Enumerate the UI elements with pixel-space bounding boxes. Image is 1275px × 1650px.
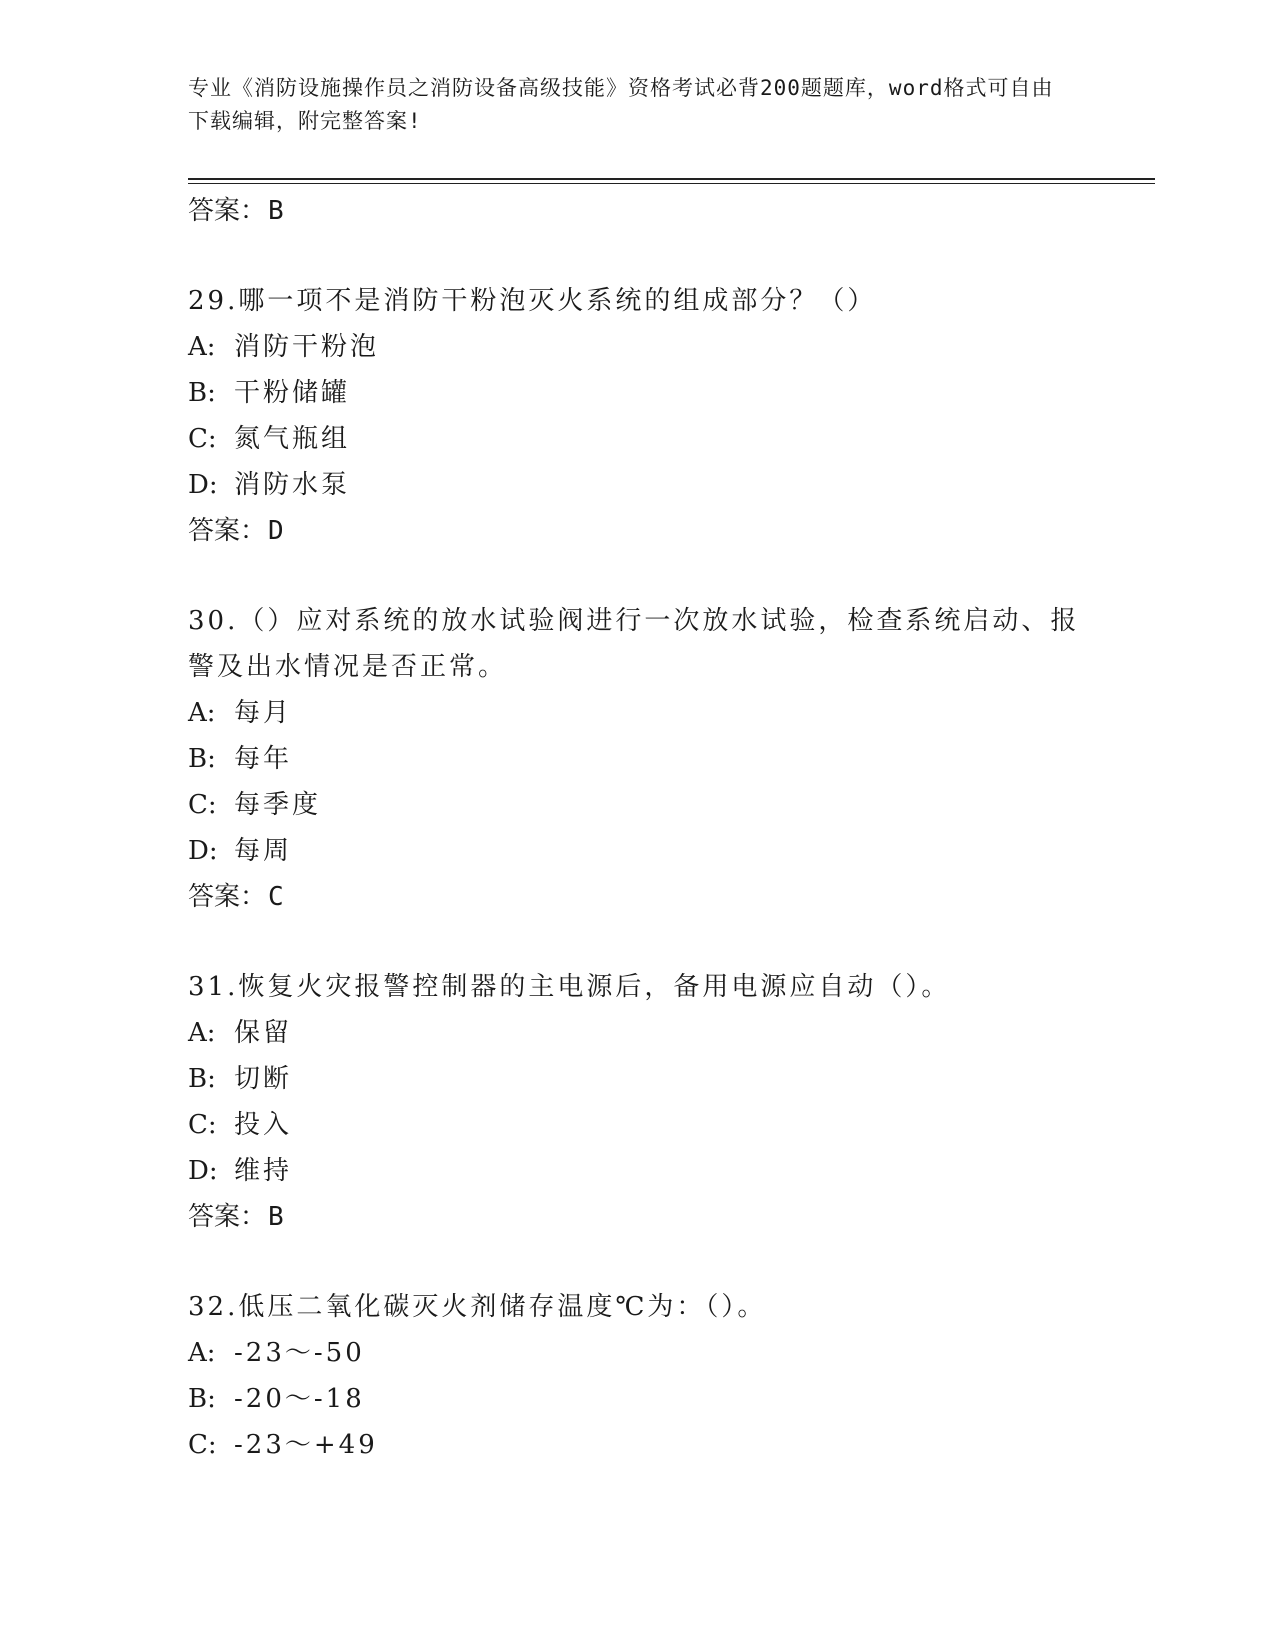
answer-label: 答案： <box>188 516 267 546</box>
option-letter: D: <box>188 470 218 500</box>
option-b <box>188 1056 1088 1102</box>
option-text: 保留 <box>234 1018 293 1048</box>
header-rule-thick <box>188 178 1155 180</box>
option-c <box>188 1422 1088 1468</box>
option-letter: A: <box>188 1018 216 1048</box>
option-d <box>188 462 1088 508</box>
document-header: 专业《消防设施操作员之消防设备高级技能》资格考试必背200题题库，word格式可自由下载编辑，附完整答案! <box>188 76 1054 133</box>
option-b <box>188 736 1088 782</box>
answer-line <box>188 874 1088 920</box>
option-text: 投入 <box>234 1110 293 1140</box>
answer-label: 答案： <box>188 1202 267 1232</box>
answer-line <box>188 188 1088 234</box>
option-letter: C: <box>188 790 217 820</box>
answer-label: 答案： <box>188 882 267 912</box>
option-text: 每年 <box>234 744 293 774</box>
option-a <box>188 1010 1088 1056</box>
option-letter: A: <box>188 332 216 362</box>
option-text: 维持 <box>234 1156 293 1186</box>
option-text: 消防干粉泡 <box>234 332 380 362</box>
question-item <box>188 598 1088 920</box>
option-text: -23～-50 <box>234 1338 365 1368</box>
option-c <box>188 782 1088 828</box>
option-letter: B: <box>188 1384 216 1414</box>
answer-value: B <box>268 196 284 226</box>
answer-label: 答案： <box>188 196 267 226</box>
answer-value: C <box>268 882 284 912</box>
question-stem: 29.哪一项不是消防干粉泡灭火系统的组成部分？（） <box>188 286 877 316</box>
answer-line <box>188 1194 1088 1240</box>
option-letter: C: <box>188 1110 217 1140</box>
option-a <box>188 324 1088 370</box>
option-text: 干粉储罐 <box>234 378 351 408</box>
option-text: 消防水泵 <box>234 470 351 500</box>
answer-value: D <box>268 516 284 546</box>
question-stem: 32.低压二氧化碳灭火剂储存温度℃为：（）。 <box>188 1292 767 1322</box>
option-c <box>188 416 1088 462</box>
option-a <box>188 1330 1088 1376</box>
option-text: 每周 <box>234 836 293 866</box>
option-text: 氮气瓶组 <box>234 424 351 454</box>
option-b <box>188 370 1088 416</box>
option-d <box>188 1148 1088 1194</box>
option-letter: B: <box>188 744 216 774</box>
option-letter: C: <box>188 1430 217 1460</box>
question-item <box>188 964 1088 1240</box>
option-c <box>188 1102 1088 1148</box>
question-stem: 30.（）应对系统的放水试验阀进行一次放水试验，检查系统启动、报警及出水情况是否正常。 <box>188 606 1080 682</box>
option-letter: A: <box>188 1338 216 1368</box>
option-text: 每季度 <box>234 790 322 820</box>
option-letter: D: <box>188 836 218 866</box>
option-text: -23～+49 <box>234 1430 378 1460</box>
option-text: -20～-18 <box>234 1384 365 1414</box>
option-letter: D: <box>188 1156 218 1186</box>
option-b <box>188 1376 1088 1422</box>
question-stem: 31.恢复火灾报警控制器的主电源后，备用电源应自动（）。 <box>188 972 951 1002</box>
option-text: 切断 <box>234 1064 293 1094</box>
option-text: 每月 <box>234 698 293 728</box>
question-item <box>188 1284 1088 1468</box>
option-letter: B: <box>188 1064 216 1094</box>
option-letter: A: <box>188 698 216 728</box>
answer-value: B <box>268 1202 284 1232</box>
header-rule-thin <box>188 183 1155 184</box>
option-letter: C: <box>188 424 217 454</box>
answer-line <box>188 508 1088 554</box>
option-letter: B: <box>188 378 216 408</box>
option-d <box>188 828 1088 874</box>
question-item <box>188 278 1088 554</box>
question-list <box>188 188 1088 1468</box>
option-a <box>188 690 1088 736</box>
